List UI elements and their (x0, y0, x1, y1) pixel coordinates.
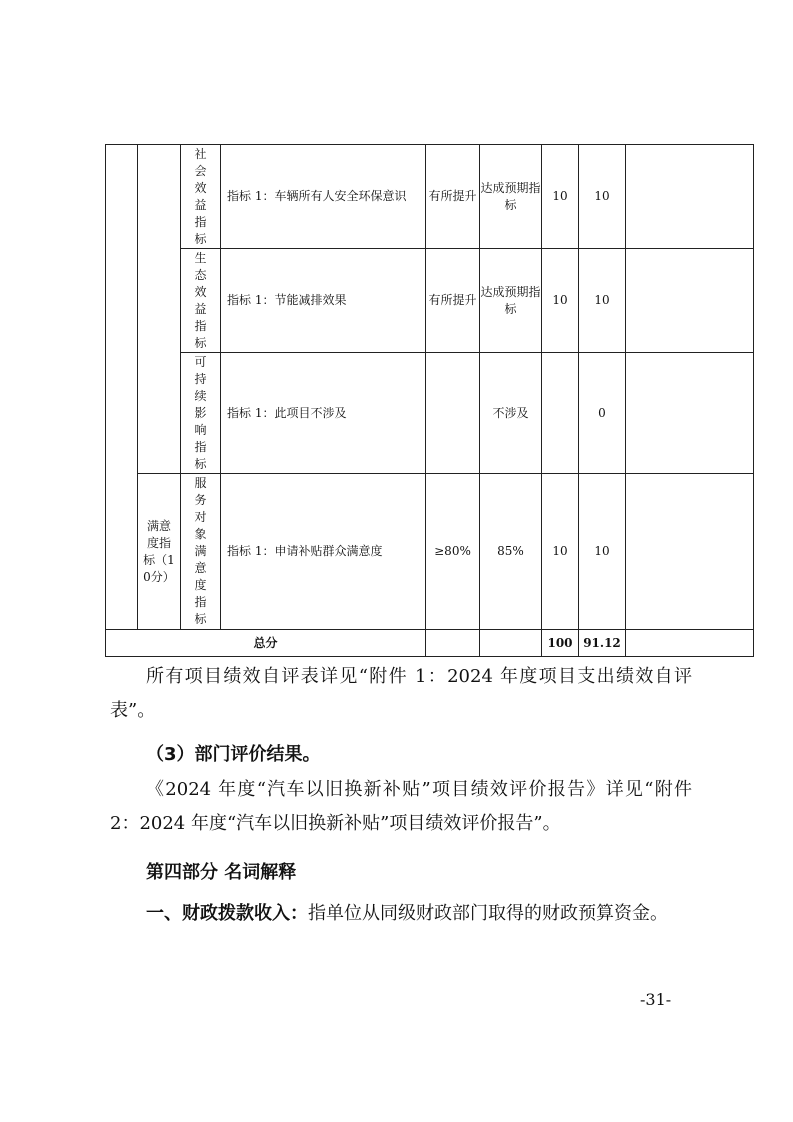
part-four-heading: 第四部分 名词解释 (146, 862, 297, 883)
paragraph-attachment-1: 所有项目绩效自评表详见“附件 1：2024 年度项目支出绩效自评表”。 (110, 666, 692, 721)
weight-cell (542, 353, 579, 474)
indicator-cell: 指标 1：节能减排效果 (221, 249, 426, 353)
indicator-cell: 指标 1：此项目不涉及 (221, 353, 426, 474)
page-number: -31- (640, 990, 672, 1009)
section-heading-evaluation: （3）部门评价结果。 (146, 744, 321, 765)
target-cell (426, 353, 480, 474)
score-cell: 0 (579, 353, 626, 474)
total-target-cell (426, 630, 480, 657)
total-row (106, 630, 754, 657)
weight-cell: 10 (542, 474, 579, 630)
note-cell (626, 353, 754, 474)
group-cell: 满意度指标（10分） (138, 474, 181, 630)
paragraph-definition-1 (110, 897, 692, 931)
note-cell (626, 474, 754, 630)
total-actual-cell (480, 630, 542, 657)
target-cell: 有所提升 (426, 249, 480, 353)
sub-indicator-cell: 可持续影响指标 (181, 353, 221, 474)
target-cell: ≥80% (426, 474, 480, 630)
table-row (106, 474, 754, 630)
total-label: 总分 (106, 630, 426, 657)
score-cell: 10 (579, 145, 626, 249)
paragraph-attachment-2: 《2024 年度“汽车以旧换新补贴”项目绩效评价报告》详见“附件 2：2024 年度“汽车以旧换新补贴”项目绩效评价报告”。 (110, 779, 692, 834)
total-weight: 100 (542, 630, 579, 657)
term-definition: 指单位从同级财政部门取得的财政预算资金。 (308, 903, 668, 924)
term-label: 一、财政拨款收入： (146, 903, 308, 924)
sub-indicator-cell: 服务对象满意度指标 (181, 474, 221, 630)
effect-group-cell (138, 145, 181, 474)
category-cell (106, 145, 138, 630)
actual-cell: 不涉及 (480, 353, 542, 474)
score-cell: 10 (579, 249, 626, 353)
performance-table (105, 144, 754, 657)
actual-cell: 达成预期指标 (480, 145, 542, 249)
table-row (106, 145, 754, 249)
target-cell: 有所提升 (426, 145, 480, 249)
indicator-cell: 指标 1：申请补贴群众满意度 (221, 474, 426, 630)
total-score: 91.12 (579, 630, 626, 657)
indicator-cell: 指标 1：车辆所有人安全环保意识 (221, 145, 426, 249)
actual-cell: 达成预期指标 (480, 249, 542, 353)
note-cell (626, 145, 754, 249)
actual-cell: 85% (480, 474, 542, 630)
sub-indicator-cell: 生态效益指标 (181, 249, 221, 353)
sub-indicator-cell: 社会效益指标 (181, 145, 221, 249)
table-row (106, 353, 754, 474)
note-cell (626, 249, 754, 353)
total-note-cell (626, 630, 754, 657)
score-cell: 10 (579, 474, 626, 630)
weight-cell: 10 (542, 145, 579, 249)
table-row (106, 249, 754, 353)
weight-cell: 10 (542, 249, 579, 353)
